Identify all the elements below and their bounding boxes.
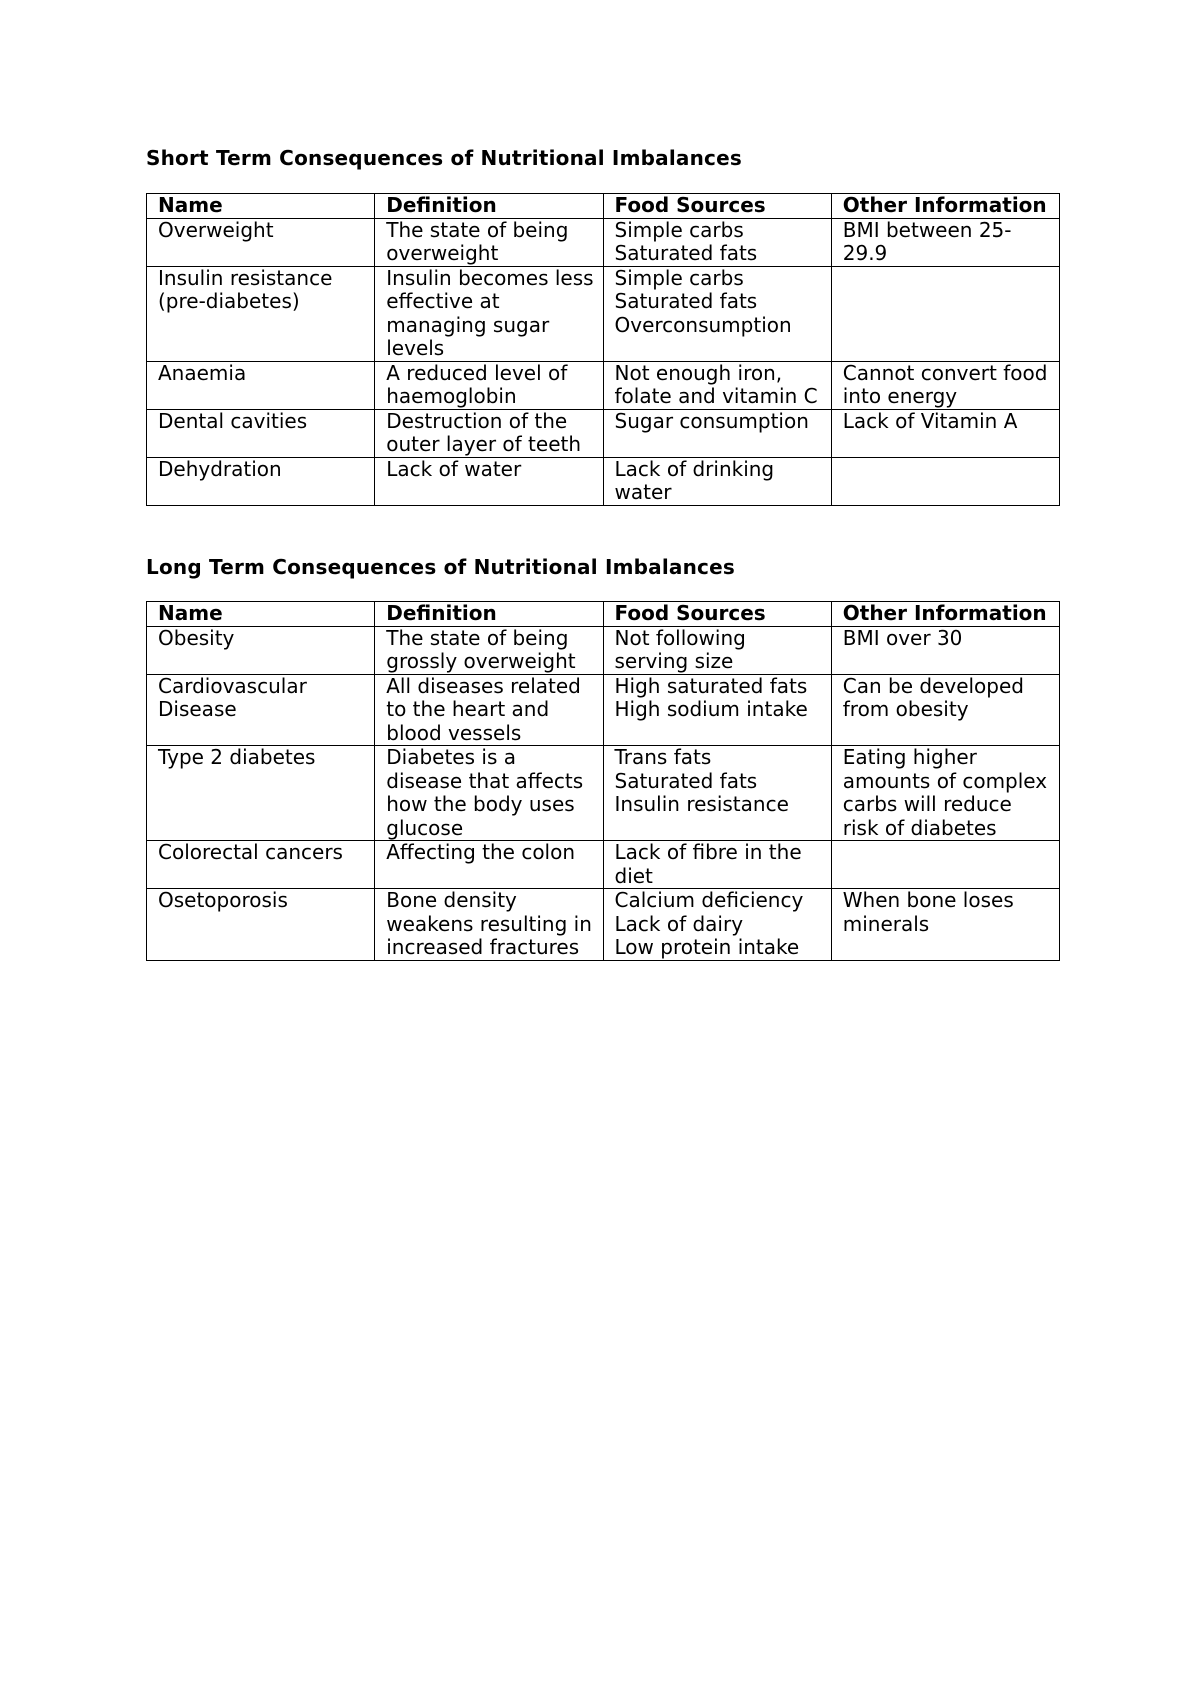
table-header-row — [147, 194, 1060, 219]
long-term-table — [146, 601, 1060, 961]
cell-other-information — [831, 266, 1059, 361]
short-term-table — [146, 193, 1060, 506]
cell-definition: The state of being overweight — [375, 218, 603, 266]
table-header-row — [147, 602, 1060, 627]
cell-name: Anaemia — [147, 361, 375, 409]
cell-food-sources: Calcium deficiency Lack of dairy Low protein intake — [603, 889, 831, 961]
table-row — [147, 674, 1060, 746]
header-other-information: Other Information — [831, 602, 1059, 627]
table-row — [147, 889, 1060, 961]
cell-other-information: Cannot convert food into energy — [831, 361, 1059, 409]
cell-other-information: BMI between 25-29.9 — [831, 218, 1059, 266]
cell-other-information: BMI over 30 — [831, 626, 1059, 674]
cell-name: Dental cavities — [147, 409, 375, 457]
cell-other-information: Lack of Vitamin A — [831, 409, 1059, 457]
cell-definition: Lack of water — [375, 457, 603, 505]
cell-food-sources: Lack of fibre in the diet — [603, 841, 831, 889]
cell-name: Obesity — [147, 626, 375, 674]
cell-food-sources: Sugar consumption — [603, 409, 831, 457]
cell-definition: Diabetes is a disease that affects how the body uses glucose — [375, 746, 603, 841]
table-row — [147, 841, 1060, 889]
cell-name: Dehydration — [147, 457, 375, 505]
cell-food-sources: Not enough iron, folate and vitamin C — [603, 361, 831, 409]
table-row — [147, 361, 1060, 409]
cell-name: Cardiovascular Disease — [147, 674, 375, 746]
cell-food-sources: Simple carbs Saturated fats — [603, 218, 831, 266]
table-row — [147, 626, 1060, 674]
cell-food-sources: High saturated fats High sodium intake — [603, 674, 831, 746]
table-row — [147, 218, 1060, 266]
cell-name: Colorectal cancers — [147, 841, 375, 889]
short-term-title: Short Term Consequences of Nutritional Imbalances — [146, 146, 742, 170]
cell-food-sources: Lack of drinking water — [603, 457, 831, 505]
header-other-information: Other Information — [831, 194, 1059, 219]
cell-food-sources: Simple carbs Saturated fats Overconsumption — [603, 266, 831, 361]
cell-other-information: When bone loses minerals — [831, 889, 1059, 961]
cell-name: Overweight — [147, 218, 375, 266]
table-row — [147, 409, 1060, 457]
cell-definition: Bone density weakens resulting in increased fractures — [375, 889, 603, 961]
header-definition: Definition — [375, 194, 603, 219]
header-definition: Definition — [375, 602, 603, 627]
cell-definition: The state of being grossly overweight — [375, 626, 603, 674]
cell-other-information: Eating higher amounts of complex carbs will reduce risk of diabetes — [831, 746, 1059, 841]
cell-definition: A reduced level of haemoglobin — [375, 361, 603, 409]
cell-food-sources: Not following serving size — [603, 626, 831, 674]
cell-definition: Insulin becomes less effective at managing sugar levels — [375, 266, 603, 361]
cell-name: Type 2 diabetes — [147, 746, 375, 841]
header-name: Name — [147, 602, 375, 627]
cell-other-information — [831, 457, 1059, 505]
cell-other-information — [831, 841, 1059, 889]
cell-definition: Destruction of the outer layer of teeth — [375, 409, 603, 457]
header-name: Name — [147, 194, 375, 219]
long-term-title: Long Term Consequences of Nutritional Imbalances — [146, 555, 735, 579]
header-food-sources: Food Sources — [603, 194, 831, 219]
cell-definition: Affecting the colon — [375, 841, 603, 889]
header-food-sources: Food Sources — [603, 602, 831, 627]
table-row — [147, 266, 1060, 361]
cell-other-information: Can be developed from obesity — [831, 674, 1059, 746]
cell-food-sources: Trans fats Saturated fats Insulin resistance — [603, 746, 831, 841]
table-row — [147, 746, 1060, 841]
cell-name: Insulin resistance (pre-diabetes) — [147, 266, 375, 361]
cell-definition: All diseases related to the heart and blood vessels — [375, 674, 603, 746]
table-row — [147, 457, 1060, 505]
cell-name: Osetoporosis — [147, 889, 375, 961]
